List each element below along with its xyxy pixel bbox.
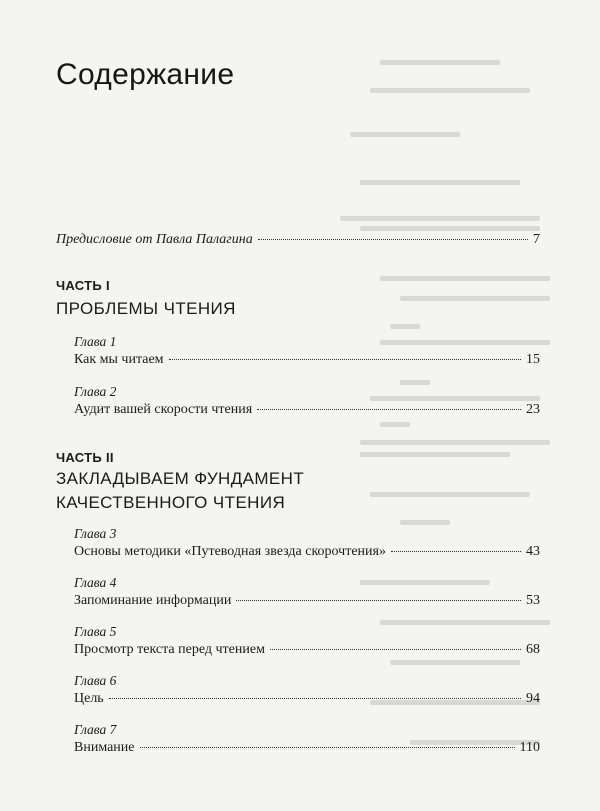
chapter-label: Глава 4	[74, 575, 117, 590]
toc-page-number: 110	[519, 740, 540, 755]
toc-entry-title: Аудит вашей скорости чтения	[74, 402, 253, 417]
toc-entry-chapter-5[interactable]	[74, 642, 540, 658]
toc-entry-title: Цель	[74, 691, 104, 706]
toc-entry-title: Основы методики «Путеводная звезда скорочтения»	[74, 544, 386, 559]
chapter-label: Глава 3	[74, 526, 117, 541]
part-label: ЧАСТЬ II	[56, 450, 114, 465]
toc-page-number: 94	[526, 691, 540, 706]
part-title-line-1: ЗАКЛАДЫВАЕМ ФУНДАМЕНТ	[56, 469, 305, 488]
toc-entry-chapter-6[interactable]	[74, 691, 540, 707]
toc-page-number: 7	[533, 232, 540, 247]
toc-entry-chapter-2[interactable]	[74, 402, 540, 418]
page-title: Содержание	[56, 58, 235, 91]
toc-entry-chapter-3[interactable]	[74, 544, 540, 560]
toc-entry-title: Как мы читаем	[74, 352, 164, 367]
dot-leader	[109, 697, 521, 699]
chapter-label: Глава 7	[74, 722, 117, 737]
toc-entry-title: Предисловие от Павла Палагина	[56, 232, 253, 247]
toc-entry-title: Просмотр текста перед чтением	[74, 642, 265, 657]
chapter-label: Глава 1	[74, 334, 117, 349]
toc-entry-chapter-7[interactable]	[74, 740, 540, 756]
dot-leader	[270, 648, 521, 650]
dot-leader	[169, 358, 521, 360]
toc-page-number: 68	[526, 642, 540, 657]
part-label: ЧАСТЬ I	[56, 278, 110, 293]
toc-entry-chapter-1[interactable]	[74, 352, 540, 368]
dot-leader	[258, 238, 528, 240]
toc-page-number: 23	[526, 402, 540, 417]
toc-page-number: 43	[526, 544, 540, 559]
toc-entry-title: Запоминание информации	[74, 593, 232, 608]
toc-entry-chapter-4[interactable]	[74, 593, 540, 609]
toc-page-number: 53	[526, 593, 540, 608]
dot-leader	[236, 599, 521, 601]
part-title: ПРОБЛЕМЫ ЧТЕНИЯ	[56, 299, 236, 318]
toc-page-number: 15	[526, 352, 540, 367]
part-title-line-2: КАЧЕСТВЕННОГО ЧТЕНИЯ	[56, 493, 286, 512]
toc-entry-title: Внимание	[74, 740, 135, 755]
dot-leader	[391, 550, 521, 552]
dot-leader	[257, 408, 521, 410]
chapter-label: Глава 6	[74, 673, 117, 688]
toc-entry-preface[interactable]	[56, 232, 540, 248]
chapter-label: Глава 2	[74, 384, 117, 399]
dot-leader	[140, 746, 515, 748]
chapter-label: Глава 5	[74, 624, 117, 639]
